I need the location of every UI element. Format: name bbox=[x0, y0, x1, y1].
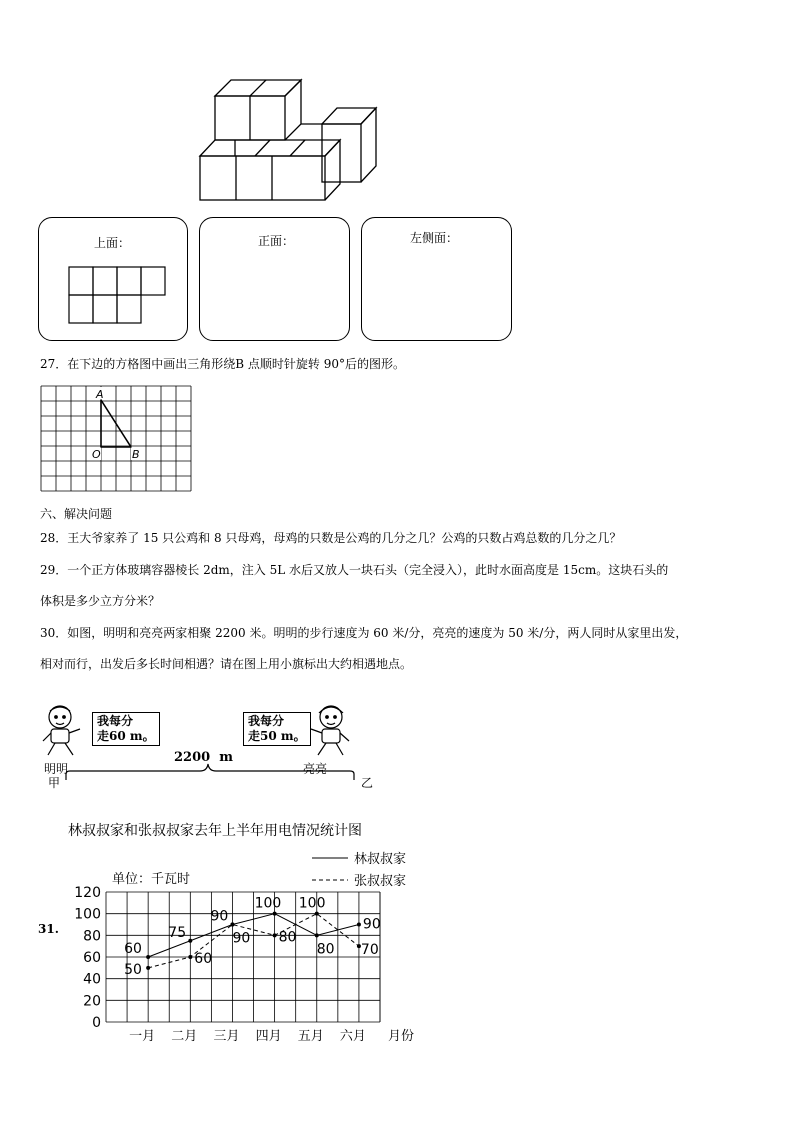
chart-title: 林叔叔家和张叔叔家去年上半年用电情况统计图 bbox=[68, 823, 362, 839]
y-tick-label: 0 bbox=[92, 1015, 101, 1031]
x-tick-label: 一月 bbox=[129, 1029, 156, 1044]
liangliang-figure bbox=[305, 703, 353, 758]
data-point bbox=[273, 912, 277, 916]
legend-lin: 林叔叔家 bbox=[354, 852, 407, 867]
data-point bbox=[146, 955, 150, 959]
cube-figure bbox=[195, 72, 385, 206]
chart-legend bbox=[312, 851, 406, 889]
x-tick-label: 二月 bbox=[171, 1029, 198, 1044]
data-point bbox=[315, 912, 319, 916]
x-tick-label: 三月 bbox=[213, 1029, 240, 1044]
data-label: 90 bbox=[362, 916, 381, 933]
y-tick-label: 80 bbox=[83, 928, 101, 945]
y-tick-label: 120 bbox=[74, 885, 101, 901]
y-tick-label: 20 bbox=[83, 993, 101, 1010]
data-label: 90 bbox=[232, 930, 251, 947]
data-label: 100 bbox=[254, 895, 282, 912]
x-tick-label: 五月 bbox=[297, 1029, 324, 1044]
question-31-label: 31. bbox=[38, 922, 59, 936]
data-label: 100 bbox=[298, 895, 326, 912]
data-point bbox=[357, 923, 361, 927]
name-liangliang: 亮亮 bbox=[303, 762, 328, 776]
label-o: O bbox=[92, 448, 101, 461]
data-point bbox=[146, 966, 150, 970]
y-tick-label: 100 bbox=[74, 906, 101, 923]
data-label: 60 bbox=[124, 941, 142, 957]
x-tick-label: 六月 bbox=[339, 1029, 366, 1044]
question-29-line2: 体积是多少立方分米？ bbox=[40, 594, 161, 608]
point-jia: 甲 bbox=[48, 776, 61, 790]
name-mingming: 明明 bbox=[44, 762, 69, 776]
question-29-line1: 29．一个正方体玻璃容器棱长 2dm，注入 5L 水后又放人一块石头（完全浸入），此时水面高度是 15cm。这块石头的 bbox=[40, 563, 669, 577]
data-point bbox=[188, 955, 192, 959]
y-tick-label: 60 bbox=[83, 950, 101, 966]
data-label: 70 bbox=[360, 942, 379, 959]
left-view-label: 左侧面： bbox=[410, 231, 459, 245]
line-chart bbox=[60, 842, 440, 1054]
data-point bbox=[315, 933, 319, 937]
liangliang-speech-bubble: 我每分 走50 m。 bbox=[243, 712, 311, 746]
data-label: 75 bbox=[168, 924, 187, 941]
data-label: 90 bbox=[210, 908, 229, 925]
question-30-line1: 30．如图，明明和亮亮两家相聚 2200 米。明明的步行速度为 60 米/分，亮亮的速度为 50 米/分，两人同时从家里出发， bbox=[40, 626, 688, 640]
chart-xlabel: 月份 bbox=[388, 1029, 415, 1044]
x-tick-label: 四月 bbox=[255, 1029, 282, 1044]
rotation-grid bbox=[40, 385, 195, 497]
point-yi: 乙 bbox=[361, 776, 374, 790]
front-view-label: 正面： bbox=[258, 234, 295, 248]
data-label: 80 bbox=[316, 941, 335, 958]
mingming-figure bbox=[40, 703, 88, 758]
label-b: B bbox=[132, 448, 140, 461]
chart-unit: 单位：千瓦时 bbox=[112, 872, 191, 887]
data-point bbox=[188, 939, 192, 943]
distance-label: 2200 m bbox=[174, 750, 233, 765]
section-6-heading: 六、解决问题 bbox=[40, 507, 113, 521]
data-label: 60 bbox=[194, 951, 213, 967]
top-view-label: 上面： bbox=[94, 236, 131, 250]
top-view-grid bbox=[68, 266, 168, 326]
data-label: 80 bbox=[278, 929, 297, 946]
front-view-box[interactable] bbox=[199, 217, 350, 341]
left-view-box[interactable] bbox=[361, 217, 512, 341]
data-point bbox=[273, 933, 277, 937]
label-a: A bbox=[96, 388, 104, 401]
y-tick-label: 40 bbox=[83, 971, 101, 988]
top-view-box[interactable] bbox=[38, 217, 188, 341]
legend-zhang: 张叔叔家 bbox=[354, 874, 407, 889]
question-28: 28．王大爷家养了 15 只公鸡和 8 只母鸡，母鸡的只数是公鸡的几分之几？公鸡的只数占鸡总数的几分之几？ bbox=[40, 531, 622, 545]
question-27: 27．在下边的方格图中画出三角形绕B 点顺时针旋转 90°后的图形。 bbox=[40, 357, 405, 371]
question-30-line2: 相对而行，出发后多长时间相遇？请在图上用小旗标出大约相遇地点。 bbox=[40, 657, 413, 671]
data-point bbox=[230, 923, 234, 927]
data-label: 50 bbox=[124, 961, 142, 978]
mingming-speech-bubble: 我每分 走60 m。 bbox=[92, 712, 160, 746]
